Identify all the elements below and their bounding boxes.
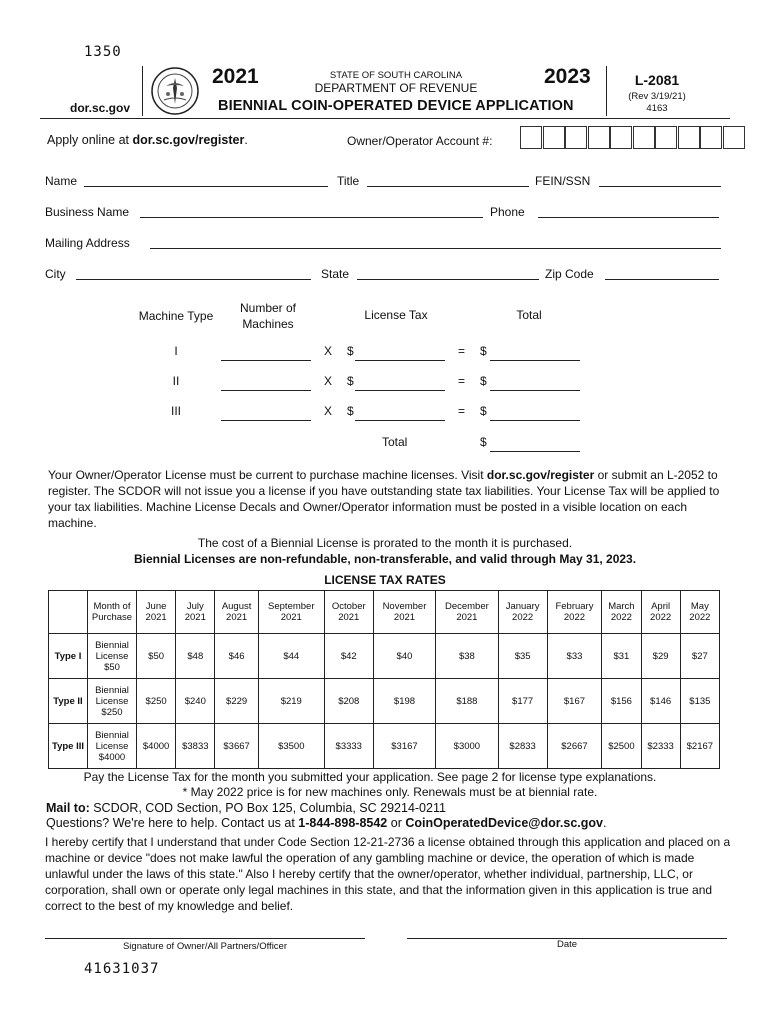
- mail-to: [46, 801, 446, 815]
- month-year: 2022: [689, 612, 711, 623]
- certification-text: I hereby certify that I understand that under Code Section 12-21-2736 a license obtained through this application and placed on a machine or device "does not make lawful the operation of any gambling machine or device, the operation of which is made unlawful under the laws of this state." Also I hereby certify that the owner/operator, whether individual, partnership, LLC, or corporation, shall own or operate only legal machines in this state, and that the information given in this application is true and correct to the best of my knowledge and belief.: [45, 835, 731, 913]
- date-label: Date: [556, 939, 578, 950]
- license-desc-cell: [88, 634, 137, 679]
- row-total-field[interactable]: [490, 360, 580, 361]
- rate-cell: $3333: [324, 724, 373, 769]
- state-seal-icon: [150, 66, 200, 116]
- month-header: [641, 591, 680, 634]
- rate-cell: $40: [373, 634, 435, 679]
- account-digit-box[interactable]: [610, 126, 632, 149]
- signature-line[interactable]: [45, 938, 365, 939]
- rate-cell: $208: [324, 679, 373, 724]
- form-number: L-2081: [634, 72, 680, 88]
- license-tax-field[interactable]: [355, 420, 445, 421]
- times-sign: X: [324, 404, 333, 418]
- name-field[interactable]: [84, 186, 328, 187]
- number-of-machines-field[interactable]: [221, 360, 311, 361]
- account-digit-box[interactable]: [565, 126, 587, 149]
- col-license-tax: License Tax: [364, 308, 428, 322]
- mail-address: SCDOR, COD Section, PO Box 125, Columbia, SC 29214-0211: [89, 801, 446, 815]
- account-digit-box[interactable]: [700, 126, 722, 149]
- rate-cell: $177: [498, 679, 547, 724]
- rates-title: LICENSE TAX RATES: [324, 573, 446, 587]
- license-type-cell: Type II: [49, 679, 88, 724]
- equals-sign: =: [458, 374, 466, 388]
- rate-cell: $229: [215, 679, 258, 724]
- rate-cell: $2667: [547, 724, 602, 769]
- grand-total-label: Total: [382, 435, 408, 449]
- rate-cell: $29: [641, 634, 680, 679]
- month-name: June: [145, 601, 167, 612]
- machine-type-label: III: [170, 404, 181, 418]
- header-left-divider: [142, 66, 143, 116]
- license-desc-cell: [88, 679, 137, 724]
- month-header: [547, 591, 602, 634]
- rate-cell: $42: [324, 634, 373, 679]
- nonrefundable-note: Biennial Licenses are non-refundable, non-transferable, and valid through May 31, 2023.: [133, 552, 637, 566]
- grand-total-field[interactable]: [490, 451, 580, 452]
- col-total: Total: [516, 308, 542, 322]
- license-desc: Biennial License: [95, 684, 129, 707]
- month-year: 2022: [610, 612, 632, 623]
- rate-cell: $2167: [680, 724, 719, 769]
- rate-cell: $188: [436, 679, 498, 724]
- questions-text: Questions? We're here to help. Contact us at: [46, 816, 299, 830]
- license-desc: Biennial License: [95, 729, 129, 752]
- license-base-price: $50: [104, 661, 120, 673]
- rate-cell: $3000: [436, 724, 498, 769]
- rate-cell: $46: [215, 634, 258, 679]
- month-name: July: [186, 601, 204, 612]
- month-header: [176, 591, 215, 634]
- month-year: 2021: [456, 612, 478, 623]
- times-sign: X: [324, 344, 333, 358]
- corner-cell: [49, 591, 88, 634]
- month-year: 2021: [338, 612, 360, 623]
- month-name: August: [221, 601, 252, 612]
- prorated-note: The cost of a Biennial License is prorated to the month it is purchased.: [197, 536, 573, 550]
- tax-dollar-sign: $: [347, 404, 354, 418]
- apply-prefix: Apply online at: [47, 133, 133, 147]
- rate-cell: $35: [498, 634, 547, 679]
- may-note: * May 2022 price is for new machines only. Renewals must be at biennial rate.: [182, 785, 598, 799]
- rate-cell: $38: [436, 634, 498, 679]
- rate-cell: $219: [258, 679, 324, 724]
- month-name: March: [608, 601, 635, 612]
- rates-header-row: [49, 591, 720, 634]
- year-end: 2023: [544, 65, 591, 88]
- register-link[interactable]: dor.sc.gov/register: [132, 133, 245, 147]
- rate-cell: $48: [176, 634, 215, 679]
- rate-cell: $31: [602, 634, 641, 679]
- state-name: STATE OF SOUTH CAROLINA: [329, 70, 463, 81]
- notice-register-link[interactable]: dor.sc.gov/register: [486, 468, 595, 482]
- account-digit-box[interactable]: [543, 126, 565, 149]
- total-dollar-sign: $: [480, 374, 487, 388]
- month-year: 2022: [512, 612, 534, 623]
- website-label: dor.sc.gov: [70, 101, 131, 115]
- account-digit-box[interactable]: [723, 126, 745, 149]
- contact-phone[interactable]: 1-844-898-8542: [298, 816, 388, 830]
- license-tax-rates-table: [48, 590, 720, 769]
- department-name: DEPARTMENT OF REVENUE: [314, 81, 478, 95]
- rate-cell: $156: [602, 679, 641, 724]
- mailing-address-label: Mailing Address: [45, 236, 130, 250]
- year-start: 2021: [212, 65, 259, 88]
- rate-cell: $50: [137, 634, 176, 679]
- title-label: Title: [337, 174, 360, 188]
- rate-cell: $2333: [641, 724, 680, 769]
- machine-type-label: I: [174, 344, 178, 358]
- revision-date: (Rev 3/19/21): [628, 91, 686, 102]
- license-desc-cell: [88, 724, 137, 769]
- month-year: 2021: [226, 612, 248, 623]
- month-name: January: [505, 601, 540, 612]
- table-row: [49, 679, 720, 724]
- equals-sign: =: [458, 404, 466, 418]
- month-year: 2021: [280, 612, 302, 623]
- account-digit-box[interactable]: [588, 126, 610, 149]
- business-name-field[interactable]: [140, 217, 483, 218]
- rate-cell: $27: [680, 634, 719, 679]
- table-row: [49, 634, 720, 679]
- month-year: 2022: [650, 612, 672, 623]
- license-type-cell: Type III: [49, 724, 88, 769]
- rate-cell: $4000: [137, 724, 176, 769]
- row-total-field[interactable]: [490, 420, 580, 421]
- license-desc: Biennial License: [95, 639, 129, 662]
- rate-cell: $3167: [373, 724, 435, 769]
- col-machine-type: Machine Type: [138, 309, 214, 323]
- month-header: [373, 591, 435, 634]
- month-header: [324, 591, 373, 634]
- state-label: State: [321, 267, 350, 281]
- form-title: BIENNIAL COIN-OPERATED DEVICE APPLICATION: [218, 98, 574, 114]
- rate-cell: $240: [176, 679, 215, 724]
- header-right-divider: [606, 66, 607, 116]
- zip-field[interactable]: [605, 279, 719, 280]
- month-year: 2021: [393, 612, 416, 623]
- form-code-bottom: 41631037: [84, 961, 160, 977]
- month-header: [680, 591, 719, 634]
- name-label: Name: [45, 174, 78, 188]
- account-digit-box[interactable]: [678, 126, 700, 149]
- rate-cell: $3833: [176, 724, 215, 769]
- account-label: Owner/Operator Account #:: [347, 134, 493, 148]
- account-digit-box[interactable]: [520, 126, 542, 149]
- pay-note: Pay the License Tax for the month you submitted your application. See page 2 for license type explanations.: [83, 770, 657, 784]
- account-digit-box[interactable]: [633, 126, 655, 149]
- month-header: [602, 591, 641, 634]
- rate-cell: $2833: [498, 724, 547, 769]
- questions-line: [46, 816, 606, 830]
- month-header: [137, 591, 176, 634]
- phone-field[interactable]: [538, 217, 719, 218]
- machine-type-label: II: [172, 374, 180, 388]
- month-header: [498, 591, 547, 634]
- license-notice: [48, 467, 726, 531]
- number-of-machines-field[interactable]: [221, 390, 311, 391]
- number-of-machines-field[interactable]: [221, 420, 311, 421]
- month-year: 2022: [563, 612, 586, 623]
- city-field[interactable]: [76, 279, 311, 280]
- month-name: October: [331, 601, 366, 612]
- business-name-label: Business Name: [45, 205, 130, 219]
- fein-field[interactable]: [599, 186, 721, 187]
- rate-cell: $33: [547, 634, 602, 679]
- form-code-top: 1350: [84, 44, 122, 60]
- questions-end: .: [603, 816, 607, 830]
- total-dollar-sign: $: [480, 344, 487, 358]
- tax-dollar-sign: $: [347, 374, 354, 388]
- tax-dollar-sign: $: [347, 344, 354, 358]
- row-total-field[interactable]: [490, 390, 580, 391]
- phone-label: Phone: [490, 205, 525, 219]
- signature-label: Signature of Owner/All Partners/Officer: [122, 941, 288, 952]
- rate-cell: $167: [547, 679, 602, 724]
- license-type-cell: Type I: [49, 634, 88, 679]
- equals-sign: =: [458, 344, 466, 358]
- rate-cell: $3500: [258, 724, 324, 769]
- col-number-machines: Number of Machines: [239, 301, 297, 331]
- license-tax-field[interactable]: [355, 390, 445, 391]
- form-id: 4163: [646, 103, 668, 114]
- contact-email[interactable]: CoinOperatedDevice@dor.sc.gov: [405, 816, 603, 830]
- month-name: September: [268, 601, 315, 612]
- license-base-price: $4000: [98, 751, 126, 763]
- total-dollar-sign: $: [480, 404, 487, 418]
- zip-label: Zip Code: [545, 267, 594, 281]
- notice-text-a: Your Owner/Operator License must be current to purchase machine licenses. Visit: [48, 468, 487, 482]
- license-base-price: $250: [101, 706, 123, 718]
- month-of-purchase-header: Month of Purchase: [88, 591, 137, 634]
- fein-label: FEIN/SSN: [535, 174, 591, 188]
- month-name: November: [382, 601, 427, 612]
- apply-suffix: .: [244, 133, 248, 147]
- rate-cell: $44: [258, 634, 324, 679]
- rate-cell: $135: [680, 679, 719, 724]
- account-digit-box[interactable]: [655, 126, 677, 149]
- month-name: December: [444, 601, 489, 612]
- table-row: [49, 724, 720, 769]
- month-name: February: [555, 601, 594, 612]
- title-field[interactable]: [367, 186, 529, 187]
- rate-cell: $146: [641, 679, 680, 724]
- times-sign: X: [324, 374, 333, 388]
- state-field[interactable]: [357, 279, 539, 280]
- license-tax-field[interactable]: [355, 360, 445, 361]
- month-year: 2021: [184, 612, 206, 623]
- header-rule: [40, 118, 730, 119]
- rate-cell: $198: [373, 679, 435, 724]
- month-header: [258, 591, 324, 634]
- month-year: 2021: [145, 612, 167, 623]
- grand-total-dollar: $: [480, 435, 487, 449]
- mailing-address-field[interactable]: [150, 248, 721, 249]
- questions-or: or: [387, 816, 406, 830]
- rate-cell: $3667: [215, 724, 258, 769]
- month-name: May: [690, 601, 709, 612]
- month-name: April: [651, 601, 671, 612]
- month-header: [436, 591, 498, 634]
- rate-cell: $2500: [602, 724, 641, 769]
- notice-text-b: or submit an L-2052 to register. The SCDOR will not issue you a license if you have outstanding state tax liabilities. Your License Tax will be applied to your tax liabilities. Machine License Decals and Owner/Operator information must be posted in a visible location on each machine.: [48, 468, 720, 530]
- apply-online: [47, 133, 248, 147]
- mail-label: Mail to:: [46, 801, 90, 815]
- month-header: [215, 591, 258, 634]
- city-label: City: [45, 267, 66, 281]
- rate-cell: $250: [137, 679, 176, 724]
